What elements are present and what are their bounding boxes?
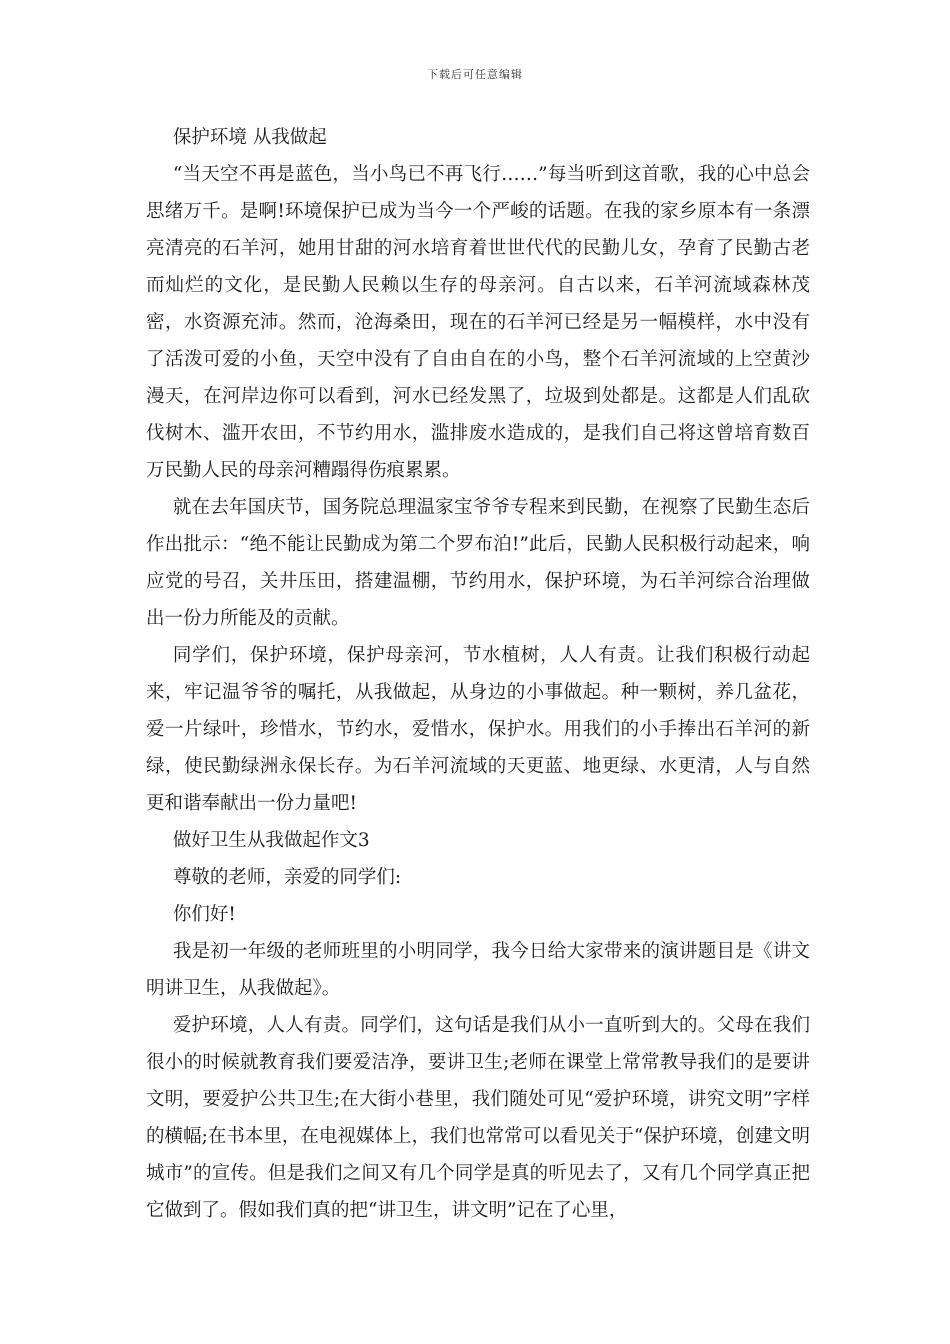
paragraph: 爱护环境，人人有责。同学们，这句话是我们从小一直听到大的。父母在我们很小的时候就教育我们要爱洁净，要讲卫生;老师在课堂上常常教导我们的是要讲文明，要爱护公共卫生;在大街小巷里，我们随处可见“爱护环境，讲究文明”字样的横幅;在书本里，在电视媒体上，我们也常常可以看见关于“保护环境，创建文明城市”的宣传。但是我们之间又有几个同学是真的听见去了，又有几个同学真正把它做到了。假如我们真的把“讲卫生，讲文明”记在了心里， bbox=[146, 1015, 810, 1221]
paragraph: 我是初一年级的老师班里的小明同学，我今日给大家带来的演讲题目是《讲文明讲卫生，从我做起》。 bbox=[146, 941, 810, 999]
header-note: 下载后可任意编辑 bbox=[427, 68, 523, 81]
paragraph: “当天空不再是蓝色，当小鸟已不再飞行……”每当听到这首歌，我的心中总会思绪万千。是啊!环境保护已成为当今一个严峻的话题。在我的家乡原本有一条漂亮清亮的石羊河，她用甘甜的河水培育着世世代代的民勤儿女，孕育了民勤古老而灿烂的文化，是民勤人民赖以生存的母亲河。自古以来，石羊河流域森林茂密，水资源充沛。然而，沧海桑田，现在的石羊河已经是另一幅模样，水中没有了活泼可爱的小鱼，天空中没有了自由自在的小鸟，整个石羊河流域的上空黄沙漫天，在河岸边你可以看到，河水已经发黑了，垃圾到处都是。这都是人们乱砍伐树木、滥开农田，不节约用水，滥排废水造成的，是我们自己将这曾培育数百万民勤人民的母亲河糟蹋得伤痕累累。 bbox=[146, 164, 810, 481]
paragraph: 同学们，保护环境，保护母亲河，节水植树，人人有责。让我们积极行动起来，牢记温爷爷的嘱托，从我做起，从身边的小事做起。种一颗树，养几盆花，爱一片绿叶，珍惜水，节约水，爱惜水，保护水。用我们的小手捧出石羊河的新绿，使民勤绿洲永保长存。为石羊河流域的天更蓝、地更绿、水更清，人与自然更和谐奉献出一份力量吧! bbox=[146, 645, 810, 814]
document-body bbox=[146, 119, 810, 1229]
section-title: 保护环境 从我做起 bbox=[172, 127, 327, 148]
section-title: 做好卫生从我做起作文3 bbox=[172, 830, 370, 851]
salutation: 尊敬的老师，亲爱的同学们: bbox=[172, 867, 402, 888]
greeting: 你们好! bbox=[172, 904, 236, 925]
paragraph: 就在去年国庆节，国务院总理温家宝爷爷专程来到民勤，在视察了民勤生态后作出批示：“绝不能让民勤成为第二个罗布泊!”此后，民勤人民积极行动起来，响应党的号召，关井压田，搭建温棚，节约用水，保护环境，为石羊河综合治理做出一份力所能及的贡献。 bbox=[146, 497, 810, 629]
